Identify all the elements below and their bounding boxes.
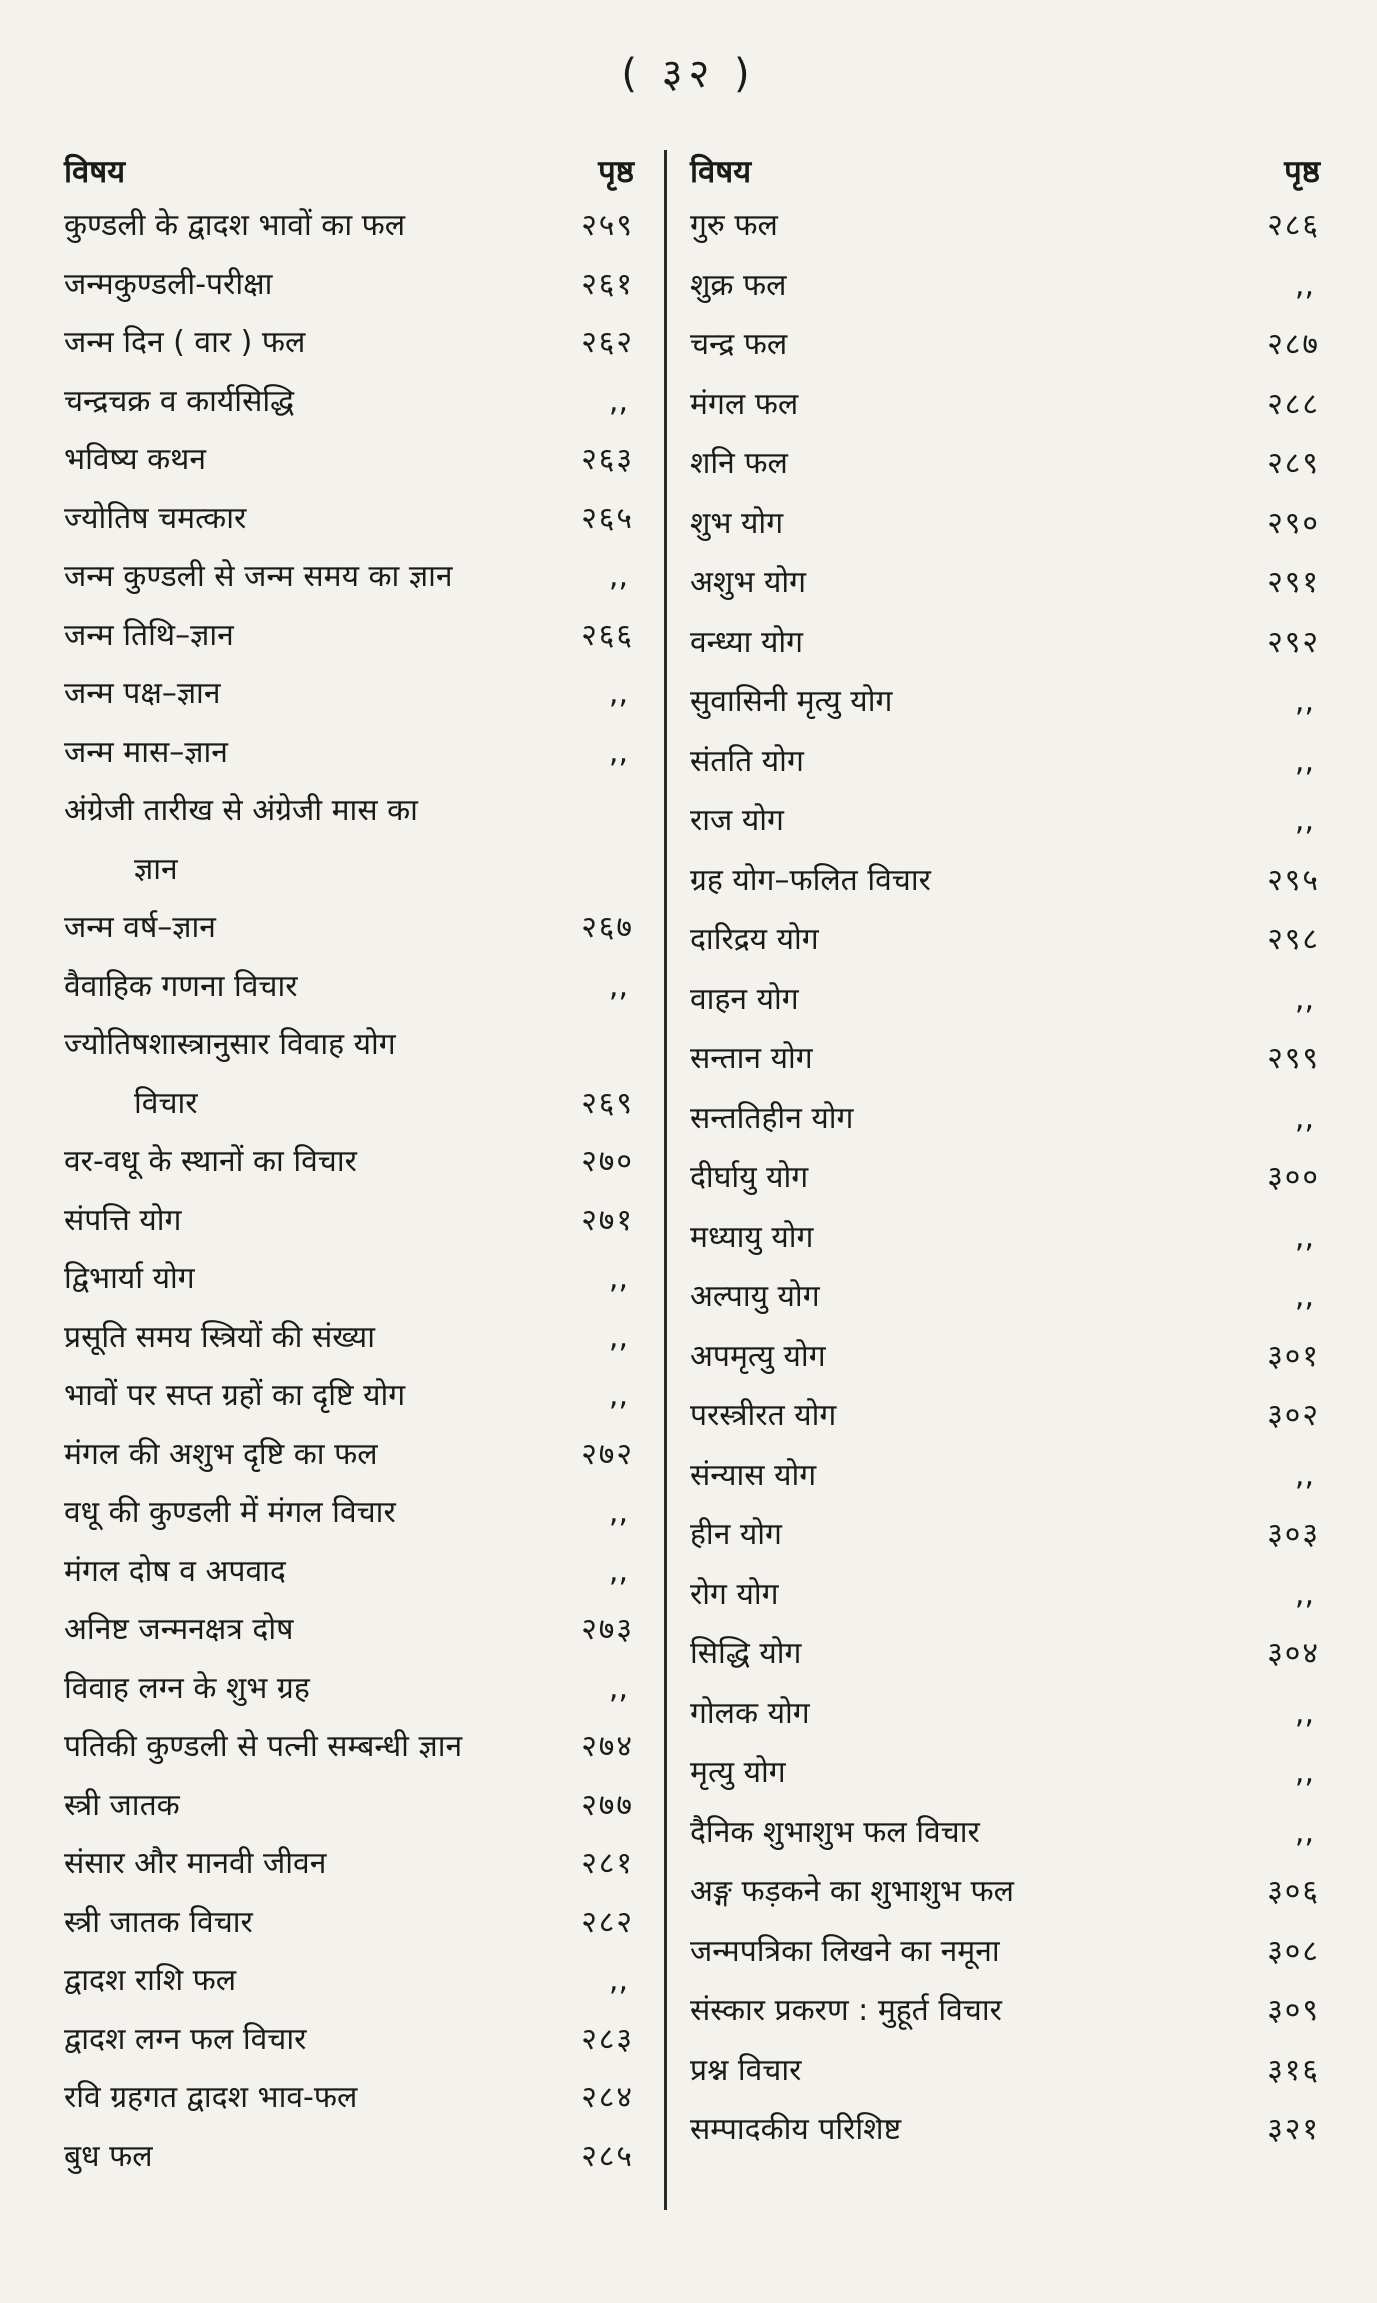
right-entry-list	[690, 206, 1320, 2170]
toc-entry	[690, 1277, 1320, 1337]
entry-title: मृत्यु योग	[690, 1755, 786, 1790]
toc-entry	[690, 623, 1320, 683]
toc-entry	[690, 1158, 1320, 1218]
toc-entry	[64, 733, 634, 792]
toc-entry	[64, 1318, 634, 1377]
toc-entry	[64, 791, 634, 908]
entry-page: ,,	[608, 1261, 628, 1296]
toc-entry	[64, 1435, 634, 1494]
entry-page: ३०२	[1267, 1398, 1320, 1433]
entry-title: गोलक योग	[690, 1695, 810, 1731]
entry-page: २८१	[581, 1846, 634, 1881]
toc-entry	[64, 1376, 634, 1435]
toc-entry	[64, 1727, 634, 1786]
toc-entry	[64, 206, 634, 265]
toc-entry	[690, 1932, 1320, 1992]
toc-entry	[690, 206, 1320, 266]
toc-entry	[690, 444, 1320, 504]
entry-title: सम्पादकीय परिशिष्ट	[690, 2112, 902, 2147]
column-divider	[664, 150, 667, 2210]
toc-entry	[690, 861, 1320, 921]
entry-title: चन्द्र फल	[690, 327, 788, 362]
toc-entry	[64, 1201, 634, 1260]
toc-entry	[64, 1786, 634, 1845]
entry-page: ,,	[1294, 1219, 1314, 1255]
entry-title: जन्म वर्ष–ज्ञान	[64, 910, 216, 945]
entry-page: २८८	[1267, 386, 1320, 422]
toc-entry	[64, 1025, 634, 1142]
page-number: ( ३२ )	[621, 51, 756, 97]
entry-title: प्रश्न विचार	[690, 2052, 802, 2088]
toc-entry	[690, 1991, 1320, 2051]
toc-entry	[64, 674, 634, 733]
entry-page: ,,	[1294, 1695, 1314, 1731]
entry-page: ,,	[1294, 1755, 1314, 1790]
entry-page: ,,	[608, 968, 628, 1004]
entry-title: मंगल दोष व अपवाद	[64, 1553, 286, 1589]
entry-second-line	[64, 1084, 634, 1124]
entry-title: दैनिक शुभाशुभ फल विचार	[690, 1814, 980, 1850]
entry-page: ,,	[1294, 1814, 1314, 1850]
entry-page: २६३	[581, 442, 634, 477]
toc-entry	[64, 908, 634, 967]
toc-entry	[690, 1337, 1320, 1397]
entry-page: ,,	[1294, 1457, 1314, 1493]
toc-entry	[690, 385, 1320, 445]
entry-page: ,,	[608, 676, 628, 711]
entry-page	[564, 850, 634, 890]
entry-page: २९१	[1267, 565, 1320, 600]
entry-title: अल्पायु योग	[690, 1279, 820, 1314]
toc-entry	[690, 742, 1320, 802]
entry-title: वधू की कुण्डली में मंगल विचार	[64, 1495, 396, 1530]
entry-page: २९५	[1267, 862, 1320, 898]
entry-title: अपमृत्यु योग	[690, 1338, 826, 1374]
entry-title: जन्म दिन ( वार ) फल	[64, 325, 306, 360]
entry-title-block	[64, 791, 634, 890]
toc-entry	[64, 1142, 634, 1201]
toc-entry	[64, 323, 634, 382]
toc-entry	[690, 980, 1320, 1040]
entry-page: २६९	[581, 1085, 634, 1121]
entry-title: जन्मपत्रिका लिखने का नमूना	[690, 1933, 1000, 1969]
entry-title: वाहन योग	[690, 981, 799, 1017]
toc-entry	[64, 1259, 634, 1318]
toc-entry	[690, 1813, 1320, 1873]
entry-page: ३०४	[1267, 1636, 1320, 1671]
toc-entry	[64, 967, 634, 1026]
entry-title: सिद्धि योग	[690, 1636, 802, 1671]
toc-entry	[64, 440, 634, 499]
entry-title: मंगल फल	[690, 386, 799, 422]
entry-page: २६५	[581, 500, 634, 536]
entry-page: ,,	[608, 1553, 628, 1589]
entry-page: ,,	[1294, 1576, 1314, 1612]
entry-page: २७७	[581, 1787, 634, 1823]
toc-entry	[690, 1694, 1320, 1754]
entry-title-continued: ज्ञान	[134, 851, 178, 887]
entry-page: २८३	[581, 2021, 634, 2057]
right-page-heading: पृष्ठ	[1284, 154, 1320, 190]
left-column	[64, 150, 634, 2195]
entry-page: २८७	[1267, 327, 1320, 362]
entry-title: स्त्री जातक	[64, 1787, 180, 1823]
left-subject-heading: विषय	[64, 154, 126, 190]
entry-title: संसार और मानवी जीवन	[64, 1846, 327, 1881]
entry-title: दारिद्रय योग	[690, 922, 819, 957]
entry-page: २७१	[581, 1202, 634, 1238]
entry-title: स्त्री जातक विचार	[64, 1904, 253, 1940]
entry-title: जन्म मास–ज्ञान	[64, 734, 228, 770]
toc-entry	[64, 1844, 634, 1903]
entry-title: भविष्य कथन	[64, 442, 206, 477]
toc-entry	[690, 266, 1320, 326]
entry-page: ,,	[608, 734, 628, 770]
right-subject-heading: विषय	[690, 154, 752, 190]
entry-page: २७०	[581, 1144, 634, 1179]
entry-page: ,,	[608, 1378, 628, 1413]
toc-entry	[64, 2137, 634, 2196]
entry-title: द्वादश राशि फल	[64, 1963, 237, 1998]
entry-title-block	[64, 1025, 634, 1124]
toc-entry	[690, 1634, 1320, 1694]
entry-title: पतिकी कुण्डली से पत्नी सम्बन्धी ज्ञान	[64, 1729, 463, 1764]
entry-title: हीन योग	[690, 1517, 782, 1552]
entry-page: ,,	[608, 1319, 628, 1355]
entry-page: २६६	[581, 617, 634, 653]
entry-page: ३०१	[1267, 1338, 1320, 1374]
entry-page: ,,	[608, 1963, 628, 1998]
entry-title: संतति योग	[690, 743, 804, 779]
entry-title: गुरु फल	[690, 208, 778, 243]
entry-title: राज योग	[690, 803, 784, 838]
entry-page: ३०३	[1267, 1517, 1320, 1552]
entry-title: मंगल की अशुभ दृष्टि का फल	[64, 1436, 378, 1472]
entry-page: २८२	[581, 1904, 634, 1940]
toc-entry	[690, 504, 1320, 564]
entry-page: ,,	[1294, 743, 1314, 779]
toc-entry	[690, 1515, 1320, 1575]
entry-title: द्वादश लग्न फल विचार	[64, 2021, 307, 2057]
entry-title: विवाह लग्न के शुभ ग्रह	[64, 1670, 310, 1706]
entry-page: ३१६	[1267, 2052, 1320, 2088]
entry-title: अशुभ योग	[690, 565, 807, 600]
entry-page: ,,	[1294, 684, 1314, 719]
entry-title: शनि फल	[690, 446, 788, 481]
entry-page: ,,	[1294, 1100, 1314, 1136]
toc-entry	[690, 1456, 1320, 1516]
entry-page: २९०	[1267, 505, 1320, 541]
entry-title: सन्ततिहीन योग	[690, 1100, 854, 1136]
toc-entry	[690, 563, 1320, 623]
left-header	[64, 150, 634, 206]
entry-title: जन्म कुण्डली से जन्म समय का ज्ञान	[64, 559, 453, 594]
toc-entry	[64, 265, 634, 324]
entry-page: ३०८	[1267, 1933, 1320, 1969]
entry-page: ,,	[1294, 1279, 1314, 1314]
entry-title-continued: विचार	[134, 1085, 198, 1121]
toc-entry	[690, 1872, 1320, 1932]
entry-page: २६७	[581, 910, 634, 945]
toc-entry	[64, 1961, 634, 2020]
toc-entry	[64, 1552, 634, 1611]
toc-entry	[64, 382, 634, 441]
entry-title: प्रसूति समय स्त्रियों की संख्या	[64, 1319, 375, 1355]
entry-page: २९२	[1267, 624, 1320, 660]
toc-entry	[690, 682, 1320, 742]
toc-entry	[64, 499, 634, 558]
entry-title: दीर्घायु योग	[690, 1160, 809, 1195]
entry-title: अंग्रेजी तारीख से अंग्रेजी मास का	[64, 793, 418, 828]
entry-page: २७४	[581, 1729, 634, 1764]
toc-entry	[690, 2051, 1320, 2111]
entry-page: २८४	[581, 2080, 634, 2115]
entry-page: २८६	[1267, 208, 1320, 243]
entry-page: ,,	[1294, 981, 1314, 1017]
toc-entry	[690, 325, 1320, 385]
entry-title: रवि ग्रहगत द्वादश भाव-फल	[64, 2080, 358, 2115]
entry-title: वैवाहिक गणना विचार	[64, 968, 298, 1004]
entry-page: ,,	[1294, 803, 1314, 838]
toc-entry	[690, 1753, 1320, 1813]
entry-page: ,,	[1294, 267, 1314, 303]
entry-title: परस्त्रीरत योग	[690, 1398, 837, 1433]
entry-page: २५९	[581, 208, 634, 243]
entry-page: ३०९	[1267, 1993, 1320, 2028]
entry-title: सन्तान योग	[690, 1041, 813, 1076]
entry-page: २६१	[581, 266, 634, 302]
entry-title: संपत्ति योग	[64, 1202, 182, 1238]
entry-page: २७२	[581, 1436, 634, 1472]
entry-page: २८९	[1267, 446, 1320, 481]
entry-title: भावों पर सप्त ग्रहों का दृष्टि योग	[64, 1378, 406, 1413]
entry-page: २८५	[581, 2138, 634, 2174]
entry-title: चन्द्रचक्र व कार्यसिद्धि	[64, 383, 295, 419]
toc-entry	[64, 1903, 634, 1962]
toc-entry	[690, 2110, 1320, 2170]
entry-title: अनिष्ट जन्मनक्षत्र दोष	[64, 1612, 294, 1647]
toc-entry	[690, 920, 1320, 980]
entry-title: ज्योतिष चमत्कार	[64, 500, 247, 536]
toc-entry	[690, 1099, 1320, 1159]
entry-page: ३२१	[1267, 2112, 1320, 2147]
left-entry-list	[64, 206, 634, 2195]
entry-title: शुभ योग	[690, 505, 784, 541]
entry-title: रोग योग	[690, 1576, 779, 1612]
entry-page: ,,	[608, 1670, 628, 1706]
entry-second-line	[64, 850, 634, 890]
entry-page: ,,	[608, 383, 628, 419]
toc-entry	[64, 2078, 634, 2137]
entry-page: २९८	[1267, 922, 1320, 957]
right-column	[690, 150, 1320, 2170]
toc-entry	[690, 801, 1320, 861]
entry-page: ,,	[608, 559, 628, 594]
entry-title: कुण्डली के द्वादश भावों का फल	[64, 208, 406, 243]
entry-page: ,,	[608, 1495, 628, 1530]
toc-entry	[690, 1396, 1320, 1456]
entry-title: सुवासिनी मृत्यु योग	[690, 684, 893, 719]
entry-title: ज्योतिषशास्त्रानुसार विवाह योग	[64, 1027, 396, 1062]
entry-title: मध्यायु योग	[690, 1219, 814, 1255]
toc-entry	[690, 1575, 1320, 1635]
entry-page: ३०६	[1267, 1874, 1320, 1909]
entry-title: शुक्र फल	[690, 267, 787, 303]
entry-title: जन्म तिथि–ज्ञान	[64, 617, 234, 653]
entry-title: अङ्ग फड़कने का शुभाशुभ फल	[690, 1874, 1014, 1909]
toc-entry	[64, 1669, 634, 1728]
left-page-heading: पृष्ठ	[598, 154, 634, 190]
entry-title: जन्म पक्ष–ज्ञान	[64, 676, 221, 711]
toc-entry	[690, 1218, 1320, 1278]
entry-page: २९९	[1267, 1041, 1320, 1076]
entry-page: २६२	[581, 325, 634, 360]
entry-title: जन्मकुण्डली-परीक्षा	[64, 266, 273, 302]
toc-entry	[64, 557, 634, 616]
entry-title: वर-वधू के स्थानों का विचार	[64, 1144, 357, 1179]
entry-title: वन्ध्या योग	[690, 624, 804, 660]
entry-page: ३००	[1267, 1160, 1320, 1195]
toc-entry	[64, 2020, 634, 2079]
entry-title: ग्रह योग–फलित विचार	[690, 862, 931, 898]
right-header	[690, 150, 1320, 206]
toc-entry	[64, 616, 634, 675]
entry-title: संन्यास योग	[690, 1457, 817, 1493]
entry-page: २७३	[581, 1612, 634, 1647]
toc-entry	[64, 1493, 634, 1552]
toc-entry	[690, 1039, 1320, 1099]
entry-title: द्विभार्या योग	[64, 1261, 195, 1296]
entry-title: संस्कार प्रकरण : मुहूर्त विचार	[690, 1993, 1002, 2028]
toc-entry	[64, 1610, 634, 1669]
entry-title: बुध फल	[64, 2138, 153, 2174]
